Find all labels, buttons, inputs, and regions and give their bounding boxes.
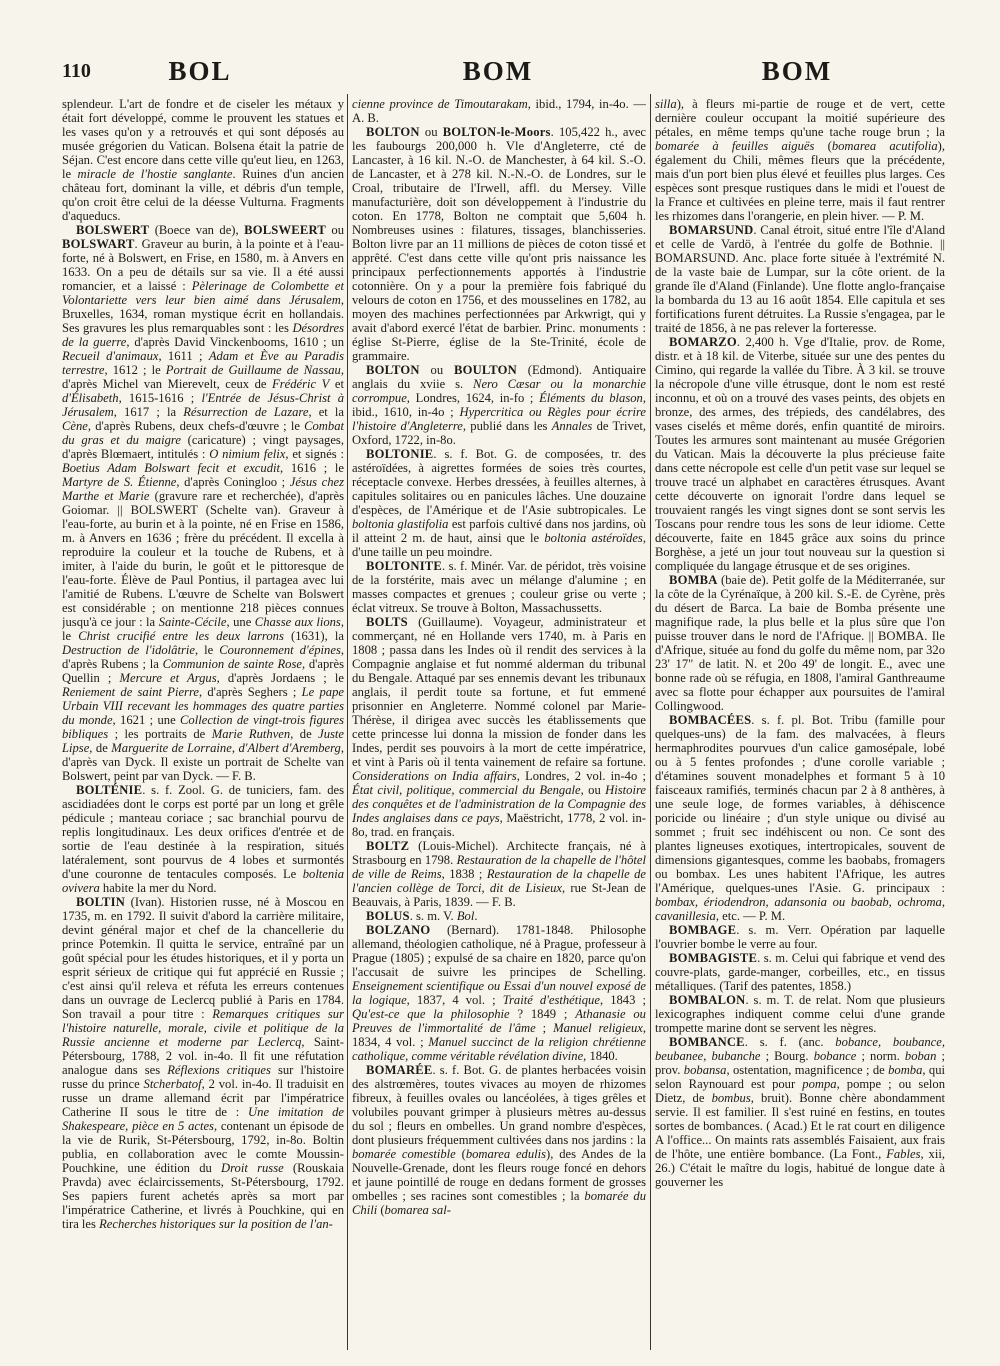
italic-text: Recueil d'animaux [62,349,159,363]
italic-text: Communion de sainte Rose [162,657,302,671]
italic-text: Qu'est-ce que la philosophie [352,1007,510,1021]
entry-text: . s. m. Verr. Opération par laquelle l'ouvrier bombe le verre au four. [655,923,945,951]
italic-text: Marguerite de Lorraine [111,741,232,755]
entry-text: , de [290,727,319,741]
italic-text: Considerations on India affairs [352,769,517,783]
entry-text: , ibid., 1794, in-4o. — A. B. [352,97,646,125]
italic-text: bomarée à feuilles aiguës [655,139,815,153]
entry-text: , bruit). Bonne chère abondamment servie. Il est familier. Il s'est ruiné en festins, en toutes sortes de bombances. ( Acad.) Et le rat court en diligence A l'office... On maints rats assemblés Faisaient, aux frais de l'hôte, une entière bombance. (La Font., [655,1091,945,1161]
entry-headword: BOMBACÉES [669,713,752,727]
italic-text: Restauration de la chapelle de l'hôtel de ville de Reims [352,853,646,881]
dictionary-entry [352,615,646,839]
entry-text: , Londres, 2 vol. in-4o ; [516,769,646,783]
italic-text: Juste Lipse [62,727,344,755]
italic-text: pompa [802,1077,837,1091]
text-column-3 [655,97,945,1359]
entry-text: . s. f. Minér. Var. de péridot, très voisine de la forstérite, mais avec un mélange d'alumine ; en masses compactes et grenues ; couleur grise ou verte ; éclat vitreux. Se trouve à Bolton, Massachussetts. [352,559,646,615]
italic-text: Frédéric V [272,377,330,391]
entry-text: , 1616 ; le [280,461,344,475]
italic-text: bobance [813,1049,857,1063]
entry-text: , 1840. [583,1049,618,1063]
dictionary-entry [352,447,646,559]
italic-text: bomba [888,1063,923,1077]
entry-text: ), des Andes de la Nouvelle-Grenade, dont les fleurs rouge foncé en dehors et jaune pointillé de rouge en dedans forment de grosses ombelles ; ses racines sont comestibles ; la [352,1147,646,1203]
italic-text: bomarea acutifolia [831,139,938,153]
page-number: 110 [62,60,91,82]
entry-text: , pompe ; ou selon Dietz, de [655,1077,945,1105]
entry-text: (Edmond). Antiquaire anglais du xviie s. [352,363,646,391]
entry-text: habite la mer du Nord. [99,881,217,895]
entry-text: , qui selon Raynouard est pour [655,1063,945,1091]
entry-text: , 1612 ; le [104,363,166,377]
italic-text: Enseignement scientifique ou Essai d'un nouvel exposé de la logique [352,979,646,1007]
entry-text: . Graveur au burin, à la pointe et à l'eau-forte, né à Bolswert, en Frise, en 1580, m. à Anvers en 1633. On a peu de détails sur sa vie. Il a été aussi romancier, et a laissé : [62,237,344,293]
entry-text: ; prov. [655,1049,945,1077]
entry-text: , d'après Michel van Mierevelt, ceux de [62,363,344,391]
entry-continuation [62,97,344,223]
entry-text: , 1615-1616 ; [118,391,202,405]
italic-text: Combat du gras et du maigre [62,419,344,447]
entry-text: , xii, 26.) C'était le maître du logis, habitué de longue date à gouverner les [655,1147,945,1189]
entry-text: , le [62,615,344,643]
entry-text: , d'après Rubens, deux chefs-d'œuvre ; le [87,419,305,433]
italic-text: Couronnement d'épines [219,643,341,657]
entry-text: , 1834, 4 vol. ; [352,1021,646,1049]
dictionary-entry [352,125,646,363]
entry-headword: BOMBALON [669,993,746,1007]
entry-text: . s. m. T. de relat. Nom que plusieurs lexicographes indiquent comme celui d'une grande trompette marine dont se servent les nègres. [655,993,945,1035]
entry-headword: BOULTON [453,363,517,377]
entry-text: , ou [580,783,606,797]
entry-headword: BOMBAGE [669,923,737,937]
headword-right: BOM [761,56,833,86]
entry-text: , d'après Coningloo ; [176,475,290,489]
italic-text: bomarée comestible [352,1147,456,1161]
entry-text: , d'après Seghers ; [198,685,302,699]
italic-text: Remarques critiques sur l'histoire naturelle, morale, civile et politique de la Russie ancienne et moderne par Leclercq [62,1007,344,1049]
entry-text: , contenant un épisode de la vie de Rurik, St-Pétersbourg, 1792, in-8o. Boltin publia, en collaboration avec le comte Moussin-Pouchkine, une édition du [62,1119,344,1175]
entry-text: . 105,422 h., avec les faubourgs 200,000 h. Vle d'Angleterre, cté de Lancaster, à 16 kil. N.-O. de Manchester, à 64 kil. S.-O. de Lancaster, et à 278 kil. N.-N.-O. de Londres, sur le Croal, tributaire de l'Irwell, affl. du Mersey. Ville manufacturière, doit son développement à l'industrie du coton. En 1778, Bolton ne comptait que 5,604 h. Nombreuses usines : filatures, tissages, blanchisseries. Bolton livre par an 11 millions de pièces de coton tissé et apprêté. C'est dans cette ville qu'ont pris naissance les principaux perfectionnements apportés à l'industrie cotonnière. On y a pour la première fois fabriqué du velours de coton en 1756, et des mousselines en 1782, au moyen des machines perfectionnées par Arkwrigt, qui y avait d'abord exercé l'état de barbier. Princ. monuments : église St-Pierre, église de la Ste-Trinité, école de grammaire. [352,125,646,363]
entry-text: , rue St-Jean de Beauvais, à Paris, 1839. — F. B. [352,881,646,909]
dictionary-entry [655,951,945,993]
italic-text: Désordres de la guerre [62,321,344,349]
entry-text: (Rouskaia Pravda) avec éclaircissements, St-Pétersbourg, 1792. Ses papiers furent achetés après sa mort par l'impératrice Catherine, et livrés à Pouchkine, qui en tira les [62,1161,344,1231]
entry-text: . s. f. Bot. G. de plantes herbacées voisin des alstrœmères, toutes vivaces au moyen de rhizomes fibreux, à feuilles ovales ou lancéolées, à tiges grêles et volubiles pouvant grimper à plusieurs mètres au-dessus du sol ; fleurs en ombelles. Un grand nombre d'espèces, dont plusieurs fréquemment cultivées dans nos jardins : la [352,1063,646,1147]
italic-text: Fables [886,1147,921,1161]
italic-text: silla [655,97,677,111]
entry-text: , d'après van Dyck. Il existe un portrait de Schelte van Bolswert, peint par van Dyck. — F. B. [62,741,344,783]
entry-text: ? 1849 ; [509,1007,576,1021]
entry-text: , 1843 ; [599,993,646,1007]
entry-headword: BOLTON-le-Moors [442,125,551,139]
entry-text: (Bernard). 1781-1848. Philosophe allemand, théologien catholique, né à Prague, professeur à Prague (1805) ; expulsé de sa chaire en 1820, parce qu'on l'accusait de suivre les principes de Schelling. [352,923,646,979]
entry-text: , 1837, 4 vol. ; [406,993,503,1007]
entry-headword: BOMBANCE [669,1035,745,1049]
entry-text: sur l'histoire russe du prince [62,1063,344,1091]
entry-text: , [231,741,239,755]
italic-text: Chasse aux lions [254,615,341,629]
entry-text: , et la [308,405,344,419]
entry-text: ( [377,1203,385,1217]
entry-text: , d'après Quellin ; [62,657,344,685]
entry-headword: BOMARSUND [669,223,754,237]
text-column-2 [352,97,646,1359]
italic-text: Boetius Adam Bolswart fecit et excudit [62,461,280,475]
entry-text: ( [814,139,832,153]
entry-text: (Louis-Michel). Architecte français, né à Strasbourg en 1798. [352,839,646,867]
entry-text: , 1838 ; [441,867,487,881]
entry-text: , d'après Rubens ; la [62,643,344,671]
italic-text: Éléments du blason [539,391,643,405]
entry-headword: BOMBA [669,573,718,587]
italic-text: Recherches historiques sur la position de l'an- [99,1217,333,1231]
italic-text: O nimium felix [209,447,286,461]
dictionary-entry [655,1035,945,1189]
entry-text: . s. f. Bot. G. de composées, tr. des astéroïdées, à aigrettes formées de soies très courtes, réceptacle convexe. Herbes dressées, à feuilles alternes, à capitules solitaires ou en panicules lâches. Une douzaine d'espèces, de l'Amérique et de l'Asie subtropicales. Le [352,447,646,517]
entry-headword: BOLTS [366,615,408,629]
entry-text: , une [226,615,255,629]
italic-text: d'Élisabeth [62,391,119,405]
italic-text: Adam et Ève au Paradis terrestre [62,349,344,377]
italic-text: Athanasie ou Preuves de l'immortalité de l'âme [352,1007,646,1035]
entry-text: ), également du Chili, mêmes fleurs que la précédente, mais d'un port bien plus élevé et feuilles plus larges. Ces espèces sont presque rustiques dans le midi et l'ouest de la France et cultivées en pleine terre, mais il faut rentrer les rhizomes dans l'orangerie, en plein hiver. — P. M. [655,139,945,223]
entry-text: ; [535,1021,554,1035]
italic-text: Hypercritica ou Règles pour écrire l'histoire d'Angleterre [352,405,646,433]
entry-text: , Maëstricht, 1778, 2 vol. in-8o, trad. en français. [352,811,646,839]
column-divider [650,94,651,1350]
entry-headword: BOLUS [366,909,410,923]
entry-text: est parfois cultivé dans nos jardins, où il atteint 2 m. de haut, ainsi que le [352,517,646,545]
text-column-1 [62,97,344,1359]
entry-text: , d'après David Vinckenbooms, 1610 ; un [126,335,344,349]
entry-text: . s. m. V. [409,909,457,923]
italic-text: Le pape Urbain VIII recevant les hommages des quatre parties du monde [62,685,344,727]
entry-text: de Trivet, Oxford, 1722, in-8o. [352,419,646,447]
italic-text: boltenia ovivera [62,867,344,895]
entry-text: ; les portraits de [108,727,212,741]
entry-headword: BOLTON [366,125,420,139]
italic-text: bomarea edulis [465,1147,547,1161]
entry-headword: BOLTZ [366,839,410,853]
entry-headword: BOLTON [366,363,420,377]
italic-text: bombax, ériodendron, adansonia ou baobab, ochroma, cavanillesia [655,895,945,923]
italic-text: Droit russe [221,1161,284,1175]
dictionary-entry [655,573,945,713]
italic-text: Restauration de la chapelle de l'ancien collège de Torci, dit de Lisieux [352,867,646,895]
entry-text: , 1617 ; la [113,405,184,419]
headword-center: BOM [462,56,534,86]
italic-text: cienne province de Timoutarakam [352,97,528,111]
italic-text: Portrait de Guillaume de Nassau [165,363,341,377]
entry-continuation [655,97,945,223]
entry-text: (caricature) ; vingt paysages, d'après Blœmaert, intitulés : [62,433,344,461]
entry-text: , Bruxelles, 1634, roman mystique écrit en hollandais. Ses gravures les plus remarquables sont : les [62,293,344,335]
entry-text: . 2,400 h. Vge d'Italie, prov. de Rome, distr. et à 18 kil. de Viterbe, située sur une des pentes du Cimino, qui regarde la vallée du Tibre. À 3 kil. se trouve la nécropole d'une ville étrusque, dont le nom est resté inconnu, et où on a trouvé des vases peints, des objets en bronze, des armes, des trépieds, des candélabres, des vases ciselés et même dorés, enfin quantité de miroirs. Toutes les armures sont maintenant au musée Grégorien du Vatican. Mais la découverte la plus précieuse faite dans cette nécropole est celle d'un petit vase sur lequel se trouve tracé un alphabet en caractères étrusques. Avant cette découverte on ignorait l'ordre dans lequel se trouvaient rangés les vingt signes dont se sont servis les Toscans pour rendre tous les sons de leur idiome. Cette découverte, faite en 1845 grâce aux soins du prince Borghèse, a jeté un jour tout nouveau sur la question si compliquée du langage étrusque et de ses origines. [655,335,945,573]
italic-text: Traité d'esthétique [502,993,600,1007]
entry-headword: BOLTÉNIE [76,783,143,797]
dictionary-entry [655,713,945,923]
italic-text: boban [904,1049,937,1063]
italic-text: Jésus chez Marthe et Marie [62,475,344,503]
entry-headword: BOMBAGISTE [669,951,758,965]
dictionary-entry [655,335,945,573]
entry-text: , Saint-Pétersbourg, 1788, 2 vol. in-4o. Il fit une réfutation analogue dans ses [62,1035,344,1077]
italic-text: Destruction de l'idolâtrie [62,643,195,657]
entry-headword: BOLSWART [62,237,135,251]
dictionary-entry [352,909,646,923]
dictionary-entry [62,223,344,783]
italic-text: Sainte-Cécile [158,615,227,629]
entry-continuation [352,97,646,125]
entry-text: (Guillaume). Voyageur, administrateur et commerçant, né en Hollande vers 1740, m. à Paris en 1808 ; passa dans les Indes où il rendit des services à la Compagnie anglaise et fut nommé alderman du tribunal du Bengale. Attaqué par ses ennemis devant les tribunaux anglais, il perdit toute sa fortune, et fut emmené prisonnier en Angleterre. Nommé colonel par Marie-Thérèse, il dirigea avec succès les établissements que cette princesse lui donna la mission de fonder dans les Indes, perdit ses pouvoirs à la mort de cette impératrice, et vint à Paris où il tenta vainement de refaire sa fortune. [352,615,646,769]
entry-text: splendeur. L'art de fondre et de ciseler les métaux y était fort développé, comme le prouvent les statues et les vases qu'on y a retrouvés et qui sont déposés au musée grégorien du Vatican. Bolsena était la patrie de Séjan. C'est encore dans cette ville qu'eut lieu, en 1263, le [62,97,344,181]
entry-text: , d'une taille un peu moindre. [352,531,646,559]
italic-text: d'Albert d'Aremberg [238,741,341,755]
entry-headword: BOMARZO [669,335,737,349]
entry-text: . [474,909,478,923]
entry-headword: BOLTIN [76,895,126,909]
entry-text: , Londres, 1624, in-fo ; [406,391,540,405]
entry-text: , et signés : [285,447,344,461]
entry-text: (gravure rare et recherchée), d'après Goiomar. || BOLSWERT (Schelte van). Graveur à l'eau-forte, au burin et à la pointe, né en Frise en 1586, m. à Anvers en 1636 ; frère du précédent. Il excella à reproduire la couleur et la touche de Rubens, et à imiter, à l'aide du burin, le goût et le pittoresque de l'eau-forte. Élève de Paul Pontius, il partagea avec lui l'amitié de Rubens. L'œuvre de Schelte van Bolswert est considérable ; on mentionne 218 pièces connues jusqu'à ce jour : la [62,489,344,629]
dictionary-entry [655,993,945,1035]
italic-text: Reniement de saint Pierre [62,685,199,699]
italic-text: Marie Ruthven [211,727,291,741]
entry-text: ou [419,363,454,377]
entry-text: et [329,377,344,391]
italic-text: Stcherbatof [143,1077,202,1091]
dictionary-entry [62,895,344,1231]
entry-text: ; Bourg. [760,1049,814,1063]
entry-text: (baie de). Petit golfe de la Méditerranée, sur la côte de la Cyrénaïque, à 200 kil. S.-E. de Cyrène, près du désert de Barca. La baie de Bomba présente une magnifique rade, la plus belle et la plus sûre que l'on puisse trouver dans le nord de l'Afrique. || BOMBA. Ile d'Afrique, située au fond du golfe du même nom, par 32o 23' 17" de latit. N. et 20o 49' de longit. E., avec une bonne rade où se réfugia, en 1808, l'amiral Ganthreaume avec sa flotte pour échapper aux poursuites de l'amiral Collingwood. [655,573,945,713]
running-header [0,52,1000,88]
dictionary-entry [352,1063,646,1217]
italic-text: bobansa [683,1063,727,1077]
entry-text: ( [455,1147,466,1161]
entry-text: . s. f. (anc. [744,1035,836,1049]
italic-text: Annales [551,419,593,433]
entry-text: . s. m. Celui qui fabrique et vend des couvre-plats, garde-manger, corbeilles, etc., en tissus métalliques. (Tarif des patentes, 1858.) [655,951,945,993]
entry-headword: BOLTONIE [366,447,434,461]
entry-text: , 1611 ; [158,349,209,363]
italic-text: Pèlerinage de Colombette et Volontariette vers leur bien aimé dans Jérusalem [62,279,344,307]
entry-text: . s. f. pl. Bot. Tribu (famille pour quelques-uns) de la fam. des malvacées, à fleurs hermaphrodites pourvues d'un calice gamosépale, lobé ou à 5 fentes profondes ; d'une corolle variable ; d'étamines souvent monadelphes et formant 5 à 10 faisceaux ramifiés, terminés chacun par 2 à 8 anthères, à une seule loge, de formes variables, à déhiscence poricide ou linéaire ; d'un style unique ou divisé au sommet ; fruit sec indéhiscent ou non. Ce sont des plantes ligneuses exotiques, intertropicales, souvent de dimensions gigantesques, comme les baobabs, fromagers ou bombax. Les unes habitent l'Afrique, les autres l'Amérique, quelques-unes l'Asie. G. principaux : [655,713,945,895]
entry-headword: BOLSWEERT [244,223,326,237]
italic-text: miracle de l'hostie sanglante [77,167,233,181]
entry-text: , 2 vol. in-4o. Il traduisit en russe un drame allemand écrit par l'impératrice Catherine II sous le titre de : [62,1077,344,1119]
italic-text: boltonia glastifolia [352,517,449,531]
entry-text: (Ivan). Historien russe, né à Moscou en 1735, m. en 1792. Il suivit d'abord la carrière militaire, devint général major et chef de la chancellerie du prince Potemkin. Il quitta le service, entraîné par un goût spécial pour les études historiques, et il y porta un esprit sérieux de critique qui fut apprécié en Russie ; c'est ainsi qu'il releva et réfuta les erreurs contenues dans un ouvrage de Leclercq publié à Paris en 1784. Son travail a pour titre : [62,895,344,1021]
italic-text: État civil, politique, commercial du Bengale [352,783,581,797]
entry-text: . Ruines d'un ancien château fort, dominant la ville, et débris d'un temple, qu'on croit être celui de la déesse Vulturna. Fragments d'aqueducs. [62,167,344,223]
entry-headword: BOLSWERT [76,223,150,237]
dictionary-entry [655,923,945,951]
entry-text: (Boece van de), [149,223,245,237]
entry-text: , le [194,643,220,657]
italic-text: l'Entrée de Jésus-Christ à Jérusalem [62,391,344,419]
italic-text: Manuel religieux [553,1021,643,1035]
dictionary-entry [352,923,646,1063]
entry-text: . Canal étroit, situé entre l'île d'Aland et celle de Vardö, à l'entrée du golfe de Bothnie. || BOMARSUND. Anc. place forte située à l'extrémité N. de la vaste baie de Lumpar, sur la côte orient. de la grande île d'Aland (Finlande). Une flotte anglo-française la bombarda du 13 au 16 août 1854. Elle capitula et ses fortifications furent détruites. La Russie s'engagea, par le traité de 1856, à ne pas relever la forteresse. [655,223,945,335]
dictionary-entry [62,783,344,895]
italic-text: boltonia astéroïdes [544,531,643,545]
entry-text: ou [325,223,344,237]
entry-text: , ibid., 1610, in-4o ; [352,391,646,419]
entry-text: (1631), la [283,629,344,643]
entry-text: , ostentation, magnificence ; de [726,1063,889,1077]
italic-text: Collection de vingt-trois figures bibliques [62,713,344,741]
entry-text: . s. f. Zool. G. de tuniciers, fam. des ascidiadées dont le corps est porté par un long et grêle pédicule ; manteau coriace ; sac branchial pourvu de replis longitudinaux. Les deux orifices d'entrée et de sortie de l'eau destinée à la respiration, situés latéralement, sont pourvus de 4 lobes et surmontés d'une couronne de tentacules composés. Le [62,783,344,881]
italic-text: bobance, boubance, beubanee, bubanche [655,1035,945,1063]
italic-text: Bol [456,909,475,923]
entry-text: , de [89,741,112,755]
italic-text: Nero Cæsar ou la monarchie corrompue [352,377,646,405]
dictionary-entry [352,839,646,909]
entry-text: ), à fleurs mi-partie de rouge et de vert, cette dernière couleur occupant la moitié supérieure des pétales, en même temps qu'une tache rouge brun ; la [655,97,945,139]
entry-headword: BOMARÉE [366,1063,433,1077]
entry-text: , 1621 ; une [112,713,181,727]
italic-text: Résurrection de Lazare [183,405,309,419]
entry-text: ; norm. [856,1049,905,1063]
dictionary-entry [352,559,646,615]
italic-text: Martyre de S. Étienne [62,475,177,489]
italic-text: Histoire des conquêtes et de l'administration de la Compagnie des Indes anglaises dans ce pays [352,783,646,825]
entry-headword: BOLZANO [366,923,431,937]
headword-left: BOL [168,56,232,86]
entry-text: , d'après Jordaens ; le [216,671,344,685]
dictionary-entry [352,363,646,447]
italic-text: bomarée du Chili [352,1189,646,1217]
italic-text: Réflexions critiques [167,1063,271,1077]
entry-text: ou [419,125,443,139]
entry-text: , etc. — P. M. [715,909,786,923]
italic-text: Manuel succinct de la religion chrétienne catholique, comme véritable révélation divine [352,1035,646,1063]
entry-headword: BOLTONITE [366,559,443,573]
italic-text: Christ crucifié entre les deux larrons [78,629,284,643]
italic-text: Une imitation de Shakespeare, pièce en 5 actes [62,1105,344,1133]
italic-text: Mercure et Argus [119,671,217,685]
italic-text: bombus [711,1091,751,1105]
column-divider [347,94,348,1350]
dictionary-entry [655,223,945,335]
italic-text: bomarea sal- [384,1203,451,1217]
italic-text: Cène [62,419,88,433]
entry-text: , publié dans les [462,419,552,433]
